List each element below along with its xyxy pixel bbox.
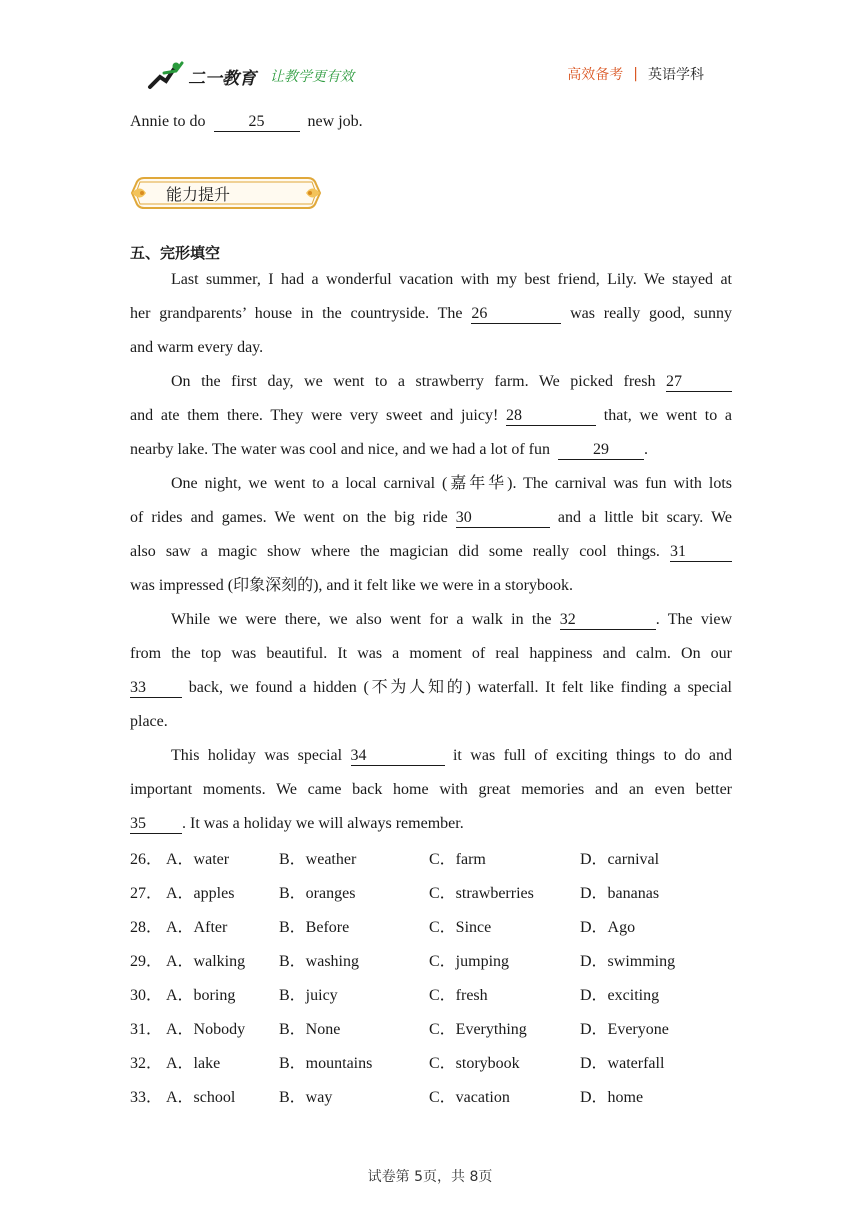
text: of rides and games. We went on the big ride	[130, 509, 448, 526]
passage-line	[130, 678, 732, 698]
passage-line	[130, 508, 732, 528]
section-banner	[130, 170, 322, 216]
option-c: C．storybook	[429, 1055, 520, 1072]
text: was impressed (印象深刻的), and it felt like we were in a storybook.	[130, 577, 574, 594]
question-number: 28．	[130, 919, 163, 936]
text: One night, we went to a local carnival (嘉年华). The carnival was fun with lots	[171, 475, 732, 492]
text: While we were there, we also went for a walk in the	[171, 611, 552, 628]
brand-logo	[146, 60, 354, 92]
header-subject-label: 英语学科	[648, 67, 704, 83]
passage-line	[171, 746, 732, 766]
text: from the top was beautiful. It was a moment of real happiness and calm. On our	[130, 645, 732, 662]
question-number: 27．	[130, 885, 163, 902]
question-row	[130, 880, 732, 902]
blank-31: 31	[670, 543, 732, 562]
option-c: C．jumping	[429, 953, 510, 970]
section-title: 五、完形填空	[130, 244, 221, 262]
option-a: A．water	[166, 851, 230, 868]
text: and ate them there. They were very sweet and juicy!	[130, 407, 499, 424]
option-a: A．Nobody	[166, 1021, 246, 1038]
text: Annie to do	[130, 113, 206, 130]
text: On the first day, we went to a strawberry farm. We picked fresh	[171, 373, 656, 390]
option-b: B．mountains	[279, 1055, 373, 1072]
option-b: B．washing	[279, 953, 360, 970]
running-man-icon	[146, 61, 186, 91]
blank-25: 25	[214, 113, 300, 132]
text: that, we went to a	[603, 407, 733, 424]
option-b: B．weather	[279, 851, 357, 868]
option-d: D．carnival	[580, 851, 660, 868]
text: . It was a holiday we will always remember.	[182, 815, 464, 832]
option-b: B．oranges	[279, 885, 356, 902]
question-number: 32．	[130, 1055, 163, 1072]
passage-line	[130, 542, 732, 562]
option-a: A．After	[166, 919, 228, 936]
slogan: 让教学更有效	[270, 69, 354, 85]
question-number: 33．	[130, 1089, 163, 1106]
option-d: D．waterfall	[580, 1055, 665, 1072]
option-d: D．Ago	[580, 919, 636, 936]
passage-line	[171, 372, 732, 392]
option-b: B．way	[279, 1089, 333, 1106]
blank-35: 35	[130, 815, 182, 834]
option-a: A．apples	[166, 885, 235, 902]
option-c: C．strawberries	[429, 885, 534, 902]
option-b: B．juicy	[279, 987, 338, 1004]
passage-line	[171, 270, 732, 290]
option-d: D．exciting	[580, 987, 660, 1004]
text: her grandparents’ house in the countryside. The	[130, 305, 463, 322]
header-subject	[567, 64, 704, 84]
text: place.	[130, 713, 168, 730]
passage-line	[171, 610, 732, 630]
passage-line	[130, 644, 732, 664]
text: it was full of exciting things to do and	[452, 747, 733, 764]
passage-line	[130, 440, 732, 460]
passage-line	[130, 406, 732, 426]
question-row	[130, 982, 732, 1004]
text: back, we found a hidden (不为人知的) waterfall. It felt like finding a special	[188, 679, 732, 696]
question-number: 26．	[130, 851, 163, 868]
option-b: B．Before	[279, 919, 350, 936]
option-d: D．bananas	[580, 885, 660, 902]
text: also saw a magic show where the magician did some really cool things.	[130, 543, 660, 560]
question-number: 29．	[130, 953, 163, 970]
question-row	[130, 1016, 732, 1038]
header-exam-label: 高效备考	[567, 67, 624, 83]
page-header	[0, 56, 860, 96]
text: and warm every day.	[130, 339, 264, 356]
option-c: C．fresh	[429, 987, 488, 1004]
passage-line	[130, 338, 732, 358]
option-d: D．swimming	[580, 953, 676, 970]
question-row	[130, 1050, 732, 1072]
question-row	[130, 846, 732, 868]
logo-text: 二一教育	[188, 68, 256, 89]
text: This holiday was special	[171, 747, 343, 764]
text: was really good, sunny	[570, 305, 733, 322]
text: new job.	[307, 113, 363, 130]
blank-26: 26	[471, 305, 561, 324]
passage-line	[130, 304, 732, 324]
option-a: A．boring	[166, 987, 236, 1004]
option-c: C．farm	[429, 851, 486, 868]
question-row	[130, 1084, 732, 1106]
text: . The view	[655, 611, 733, 628]
blank-32: 32	[560, 611, 656, 630]
passage-line	[130, 576, 732, 596]
passage-line	[130, 780, 732, 800]
question-number: 30．	[130, 987, 163, 1004]
passage-line	[171, 474, 732, 494]
passage-line	[130, 712, 732, 732]
text: .	[643, 441, 648, 458]
text: important moments. We came back home with great memories and an even better	[130, 781, 732, 798]
option-b: B．None	[279, 1021, 341, 1038]
option-d: D．home	[580, 1089, 644, 1106]
header-separator: |	[633, 66, 638, 82]
option-d: D．Everyone	[580, 1021, 669, 1038]
option-a: A．school	[166, 1089, 236, 1106]
blank-27: 27	[666, 373, 732, 392]
option-a: A．lake	[166, 1055, 221, 1072]
text: and a little bit scary. We	[557, 509, 732, 526]
option-a: A．walking	[166, 953, 246, 970]
option-c: C．Everything	[429, 1021, 527, 1038]
text: nearby lake. The water was cool and nice, and we had a lot of fun	[130, 441, 550, 458]
continuation-line	[130, 112, 732, 132]
question-row	[130, 948, 732, 970]
banner-label: 能力提升	[166, 185, 231, 204]
question-number: 31．	[130, 1021, 163, 1038]
question-row	[130, 914, 732, 936]
blank-34: 34	[351, 747, 445, 766]
option-c: C．Since	[429, 919, 492, 936]
blank-29: 29	[558, 441, 644, 460]
blank-30: 30	[456, 509, 550, 528]
blank-33: 33	[130, 679, 182, 698]
passage-line	[130, 814, 732, 834]
blank-28: 28	[506, 407, 596, 426]
option-c: C．vacation	[429, 1089, 510, 1106]
text: Last summer, I had a wonderful vacation with my best friend, Lily. We stayed at	[171, 271, 732, 288]
page-footer: 试卷第 5页，共 8页	[367, 1169, 493, 1185]
